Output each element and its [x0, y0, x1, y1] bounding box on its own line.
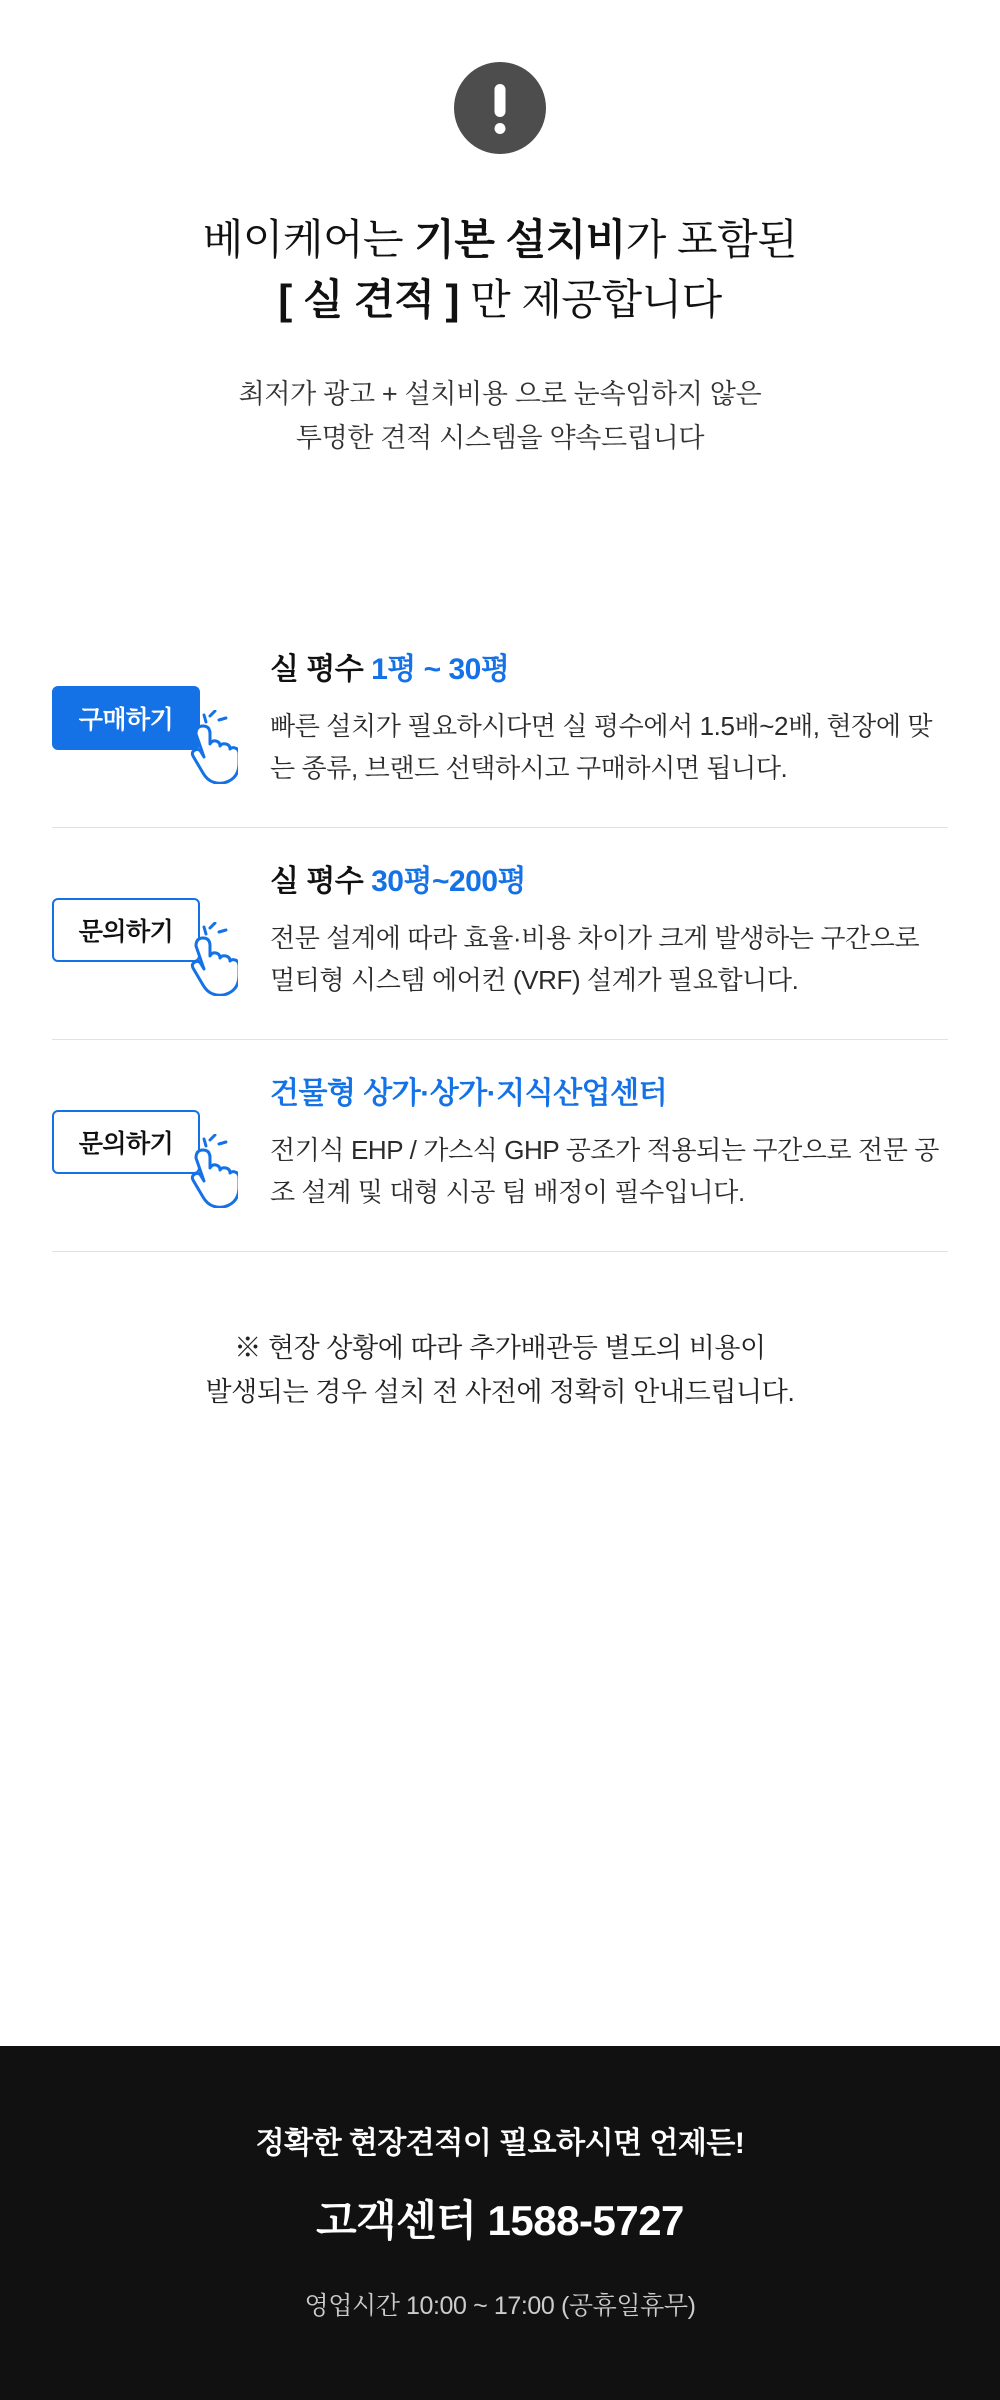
- tier-title: [270, 1074, 948, 1113]
- inquiry-button-label: 문의하기: [78, 1130, 174, 1159]
- hero-subtitle: [0, 373, 1000, 460]
- inquiry-button[interactable]: [52, 898, 200, 962]
- tier-row: [52, 616, 948, 827]
- tier-list: [0, 616, 1000, 1252]
- note-line2: 발생되는 경우 설치 전 사전에 정확히 안내드립니다.: [205, 1377, 795, 1408]
- headline-strong1: 기본 설치비: [414, 216, 626, 263]
- exclamation-circle-icon: [454, 62, 546, 154]
- tier-title-accent: 30평~200평: [371, 864, 527, 898]
- tier-title: [270, 862, 948, 901]
- tier-title-prefix: 실 평수: [270, 652, 372, 686]
- purchase-button-label: 구매하기: [78, 705, 174, 734]
- customer-center-phone[interactable]: 고객센터 1588-5727: [316, 2197, 684, 2244]
- headline-line2: [0, 270, 1000, 330]
- tier-row: [52, 827, 948, 1039]
- tier-title-accent: 건물형 상가·상가·지식산업센터: [270, 1077, 668, 1111]
- tier-action-column: [52, 650, 260, 750]
- layout-spacer: [0, 1442, 1000, 2046]
- footer-contact-banner: [0, 2046, 1000, 2400]
- inquiry-button[interactable]: [52, 1110, 200, 1174]
- headline-part1: 베이케어는: [202, 216, 415, 263]
- headline-part3: 만 제공합니다: [458, 275, 722, 323]
- tier-action-column: [52, 1074, 260, 1174]
- hero-section: [0, 0, 1000, 488]
- tier-text-column: [260, 1074, 948, 1213]
- disclaimer-note: [0, 1279, 1000, 1414]
- inquiry-button-label: 문의하기: [78, 917, 174, 946]
- note-divider: [52, 1251, 948, 1252]
- tier-description: 전문 설계에 따라 효율·비용 차이가 크게 발생하는 구간으로 멀티형 시스템 에어컨 (VRF) 설계가 필요합니다.: [270, 922, 920, 996]
- tier-title: [270, 650, 948, 689]
- purchase-button[interactable]: [52, 686, 200, 750]
- tier-text-column: [260, 862, 948, 1001]
- headline-part2: 가 포함된: [625, 216, 798, 263]
- tier-description: 전기식 EHP / 가스식 GHP 공조가 적용되는 구간으로 전문 공조 설계 및 대형 시공 팀 배정이 필수입니다.: [270, 1135, 940, 1208]
- tier-description: 빠른 설치가 필요하시다면 실 평수에서 1.5배~2배, 현장에 맞는 종류, 브랜드 선택하시고 구매하시면 됩니다.: [270, 710, 933, 783]
- subline-line1: 최저가 광고 + 설치비용 으로 눈속임하지 않은: [238, 379, 762, 410]
- headline-strong2: [ 실 견적 ]: [278, 275, 459, 323]
- tier-title-accent: 1평 ~ 30평: [371, 652, 510, 686]
- note-line1: ※ 현장 상황에 따라 추가배관등 별도의 비용이: [234, 1333, 766, 1364]
- tier-title-prefix: 실 평수: [270, 864, 372, 898]
- business-hours: 영업시간 10:00 ~ 17:00 (공휴일휴무): [304, 2292, 696, 2320]
- page-title: [0, 210, 1000, 329]
- exclamation-bar: [495, 84, 506, 117]
- footer-heading: 정확한 현장견적이 필요하시면 언제든!: [255, 2127, 745, 2160]
- tier-text-column: [260, 650, 948, 789]
- tier-action-column: [52, 862, 260, 962]
- tier-row: [52, 1039, 948, 1251]
- subline-line2: 투명한 견적 시스템을 약속드립니다: [295, 422, 705, 453]
- exclamation-dot: [495, 123, 506, 134]
